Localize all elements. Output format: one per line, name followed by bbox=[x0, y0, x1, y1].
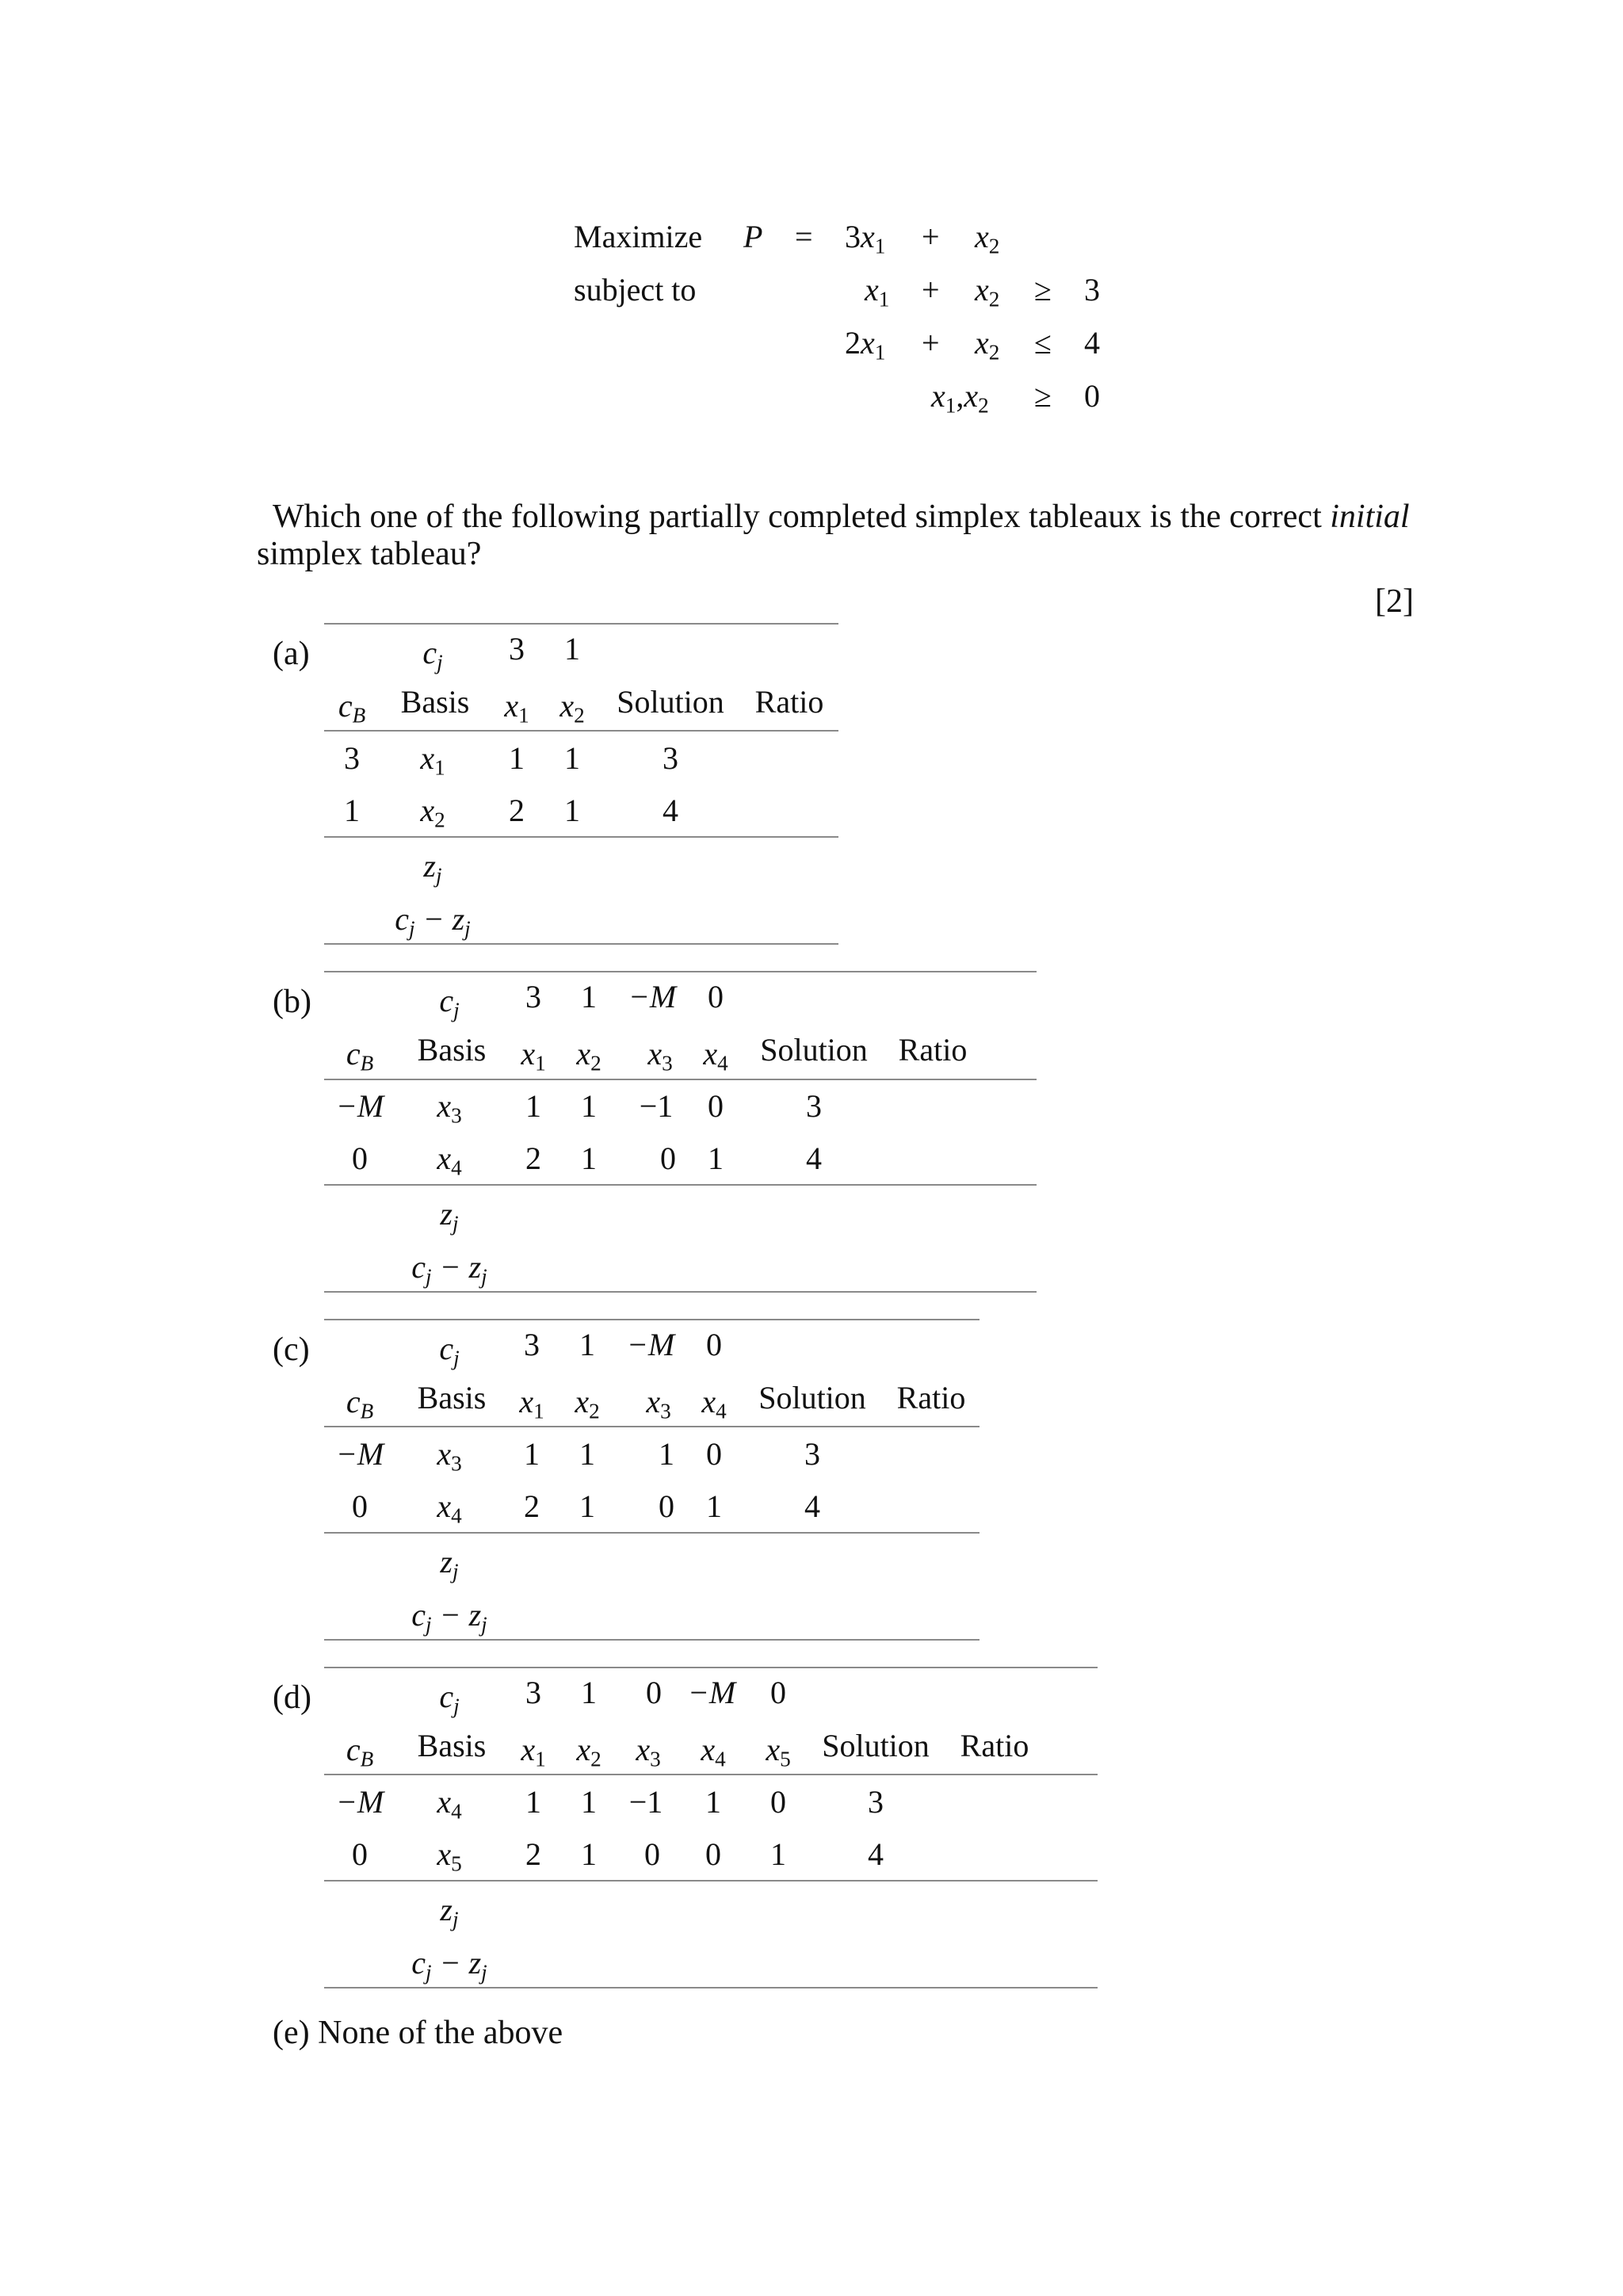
cj-value: 0 bbox=[770, 1675, 786, 1710]
var-header: $x_4$ bbox=[701, 1732, 726, 1771]
objective-term-2: $x_2$ bbox=[975, 219, 1000, 258]
cj-value: −M bbox=[626, 1327, 675, 1362]
var-header: $x_5$ bbox=[766, 1732, 791, 1771]
coef-cell: −1 bbox=[628, 1784, 663, 1820]
basis-var: $x_5$ bbox=[437, 1836, 462, 1876]
coef-cell: 0 bbox=[770, 1784, 786, 1820]
cj-value: 3 bbox=[525, 1675, 541, 1710]
constraint-2-term-1: $2x_1$ bbox=[845, 325, 886, 365]
var-header: $x_2$ bbox=[575, 1384, 600, 1423]
plus-sign: + bbox=[922, 325, 940, 361]
basis-var: $x_4$ bbox=[437, 1784, 462, 1824]
coef-cell: 1 bbox=[525, 1088, 541, 1124]
coef-cell: 1 bbox=[706, 1488, 722, 1524]
cj-value: 1 bbox=[581, 1675, 597, 1710]
cj-value: −M bbox=[628, 979, 677, 1014]
coef-cell: 1 bbox=[705, 1784, 721, 1820]
basis-header: Basis bbox=[417, 1032, 487, 1068]
solution-cell: 3 bbox=[663, 740, 678, 776]
objective-term-1: $3x_1$ bbox=[845, 219, 886, 258]
option-label-c: (c) bbox=[273, 1331, 310, 1368]
cj-value: 3 bbox=[525, 979, 541, 1014]
coef-cell: 1 bbox=[564, 740, 580, 776]
zj-label: $z_j$ bbox=[440, 1196, 459, 1236]
constraint-1-term-1: $x_1$ bbox=[865, 272, 890, 311]
coef-cell: 1 bbox=[579, 1436, 595, 1472]
coef-cell: 1 bbox=[770, 1836, 786, 1872]
option-label-a: (a) bbox=[273, 636, 310, 672]
coef-cell: 1 bbox=[708, 1140, 724, 1176]
solution-header: Solution bbox=[617, 684, 724, 720]
option-e: (e) None of the above bbox=[273, 2015, 563, 2051]
basis-var: $x_4$ bbox=[437, 1140, 462, 1180]
var-header: $x_2$ bbox=[576, 1036, 601, 1075]
marks-indicator: [2] bbox=[1375, 583, 1414, 620]
basis-header: Basis bbox=[417, 1728, 487, 1763]
coef-cell: 1 bbox=[581, 1784, 597, 1820]
plus-sign: + bbox=[922, 219, 940, 254]
coef-cell: −1 bbox=[639, 1088, 674, 1124]
cb-value: 1 bbox=[344, 793, 360, 828]
coef-cell: 0 bbox=[708, 1088, 724, 1124]
ratio-header: Ratio bbox=[960, 1728, 1029, 1763]
equals-sign: = bbox=[795, 219, 813, 254]
cj-value: −M bbox=[687, 1675, 736, 1710]
cb-value: 3 bbox=[344, 740, 360, 776]
cj-minus-zj-label: $c_j - z_j$ bbox=[395, 901, 471, 941]
var-header: $x_3$ bbox=[636, 1732, 661, 1771]
subject-to-label: subject to bbox=[574, 272, 697, 308]
cb-value: 0 bbox=[352, 1836, 368, 1872]
cj-minus-zj-label: $c_j - z_j$ bbox=[411, 1249, 487, 1289]
coef-cell: 0 bbox=[659, 1488, 674, 1524]
constraint-2-operator: ≤ bbox=[1034, 325, 1052, 361]
zj-label: $z_j$ bbox=[423, 848, 442, 888]
var-header: $x_4$ bbox=[703, 1036, 728, 1075]
coef-cell: 2 bbox=[524, 1488, 540, 1524]
cj-header: $c_j$ bbox=[439, 1679, 460, 1718]
var-header: $x_1$ bbox=[521, 1732, 546, 1771]
cj-value: 0 bbox=[706, 1327, 722, 1362]
constraint-2-rhs: 4 bbox=[1084, 325, 1100, 361]
cj-value: 1 bbox=[579, 1327, 595, 1362]
constraint-1-operator: ≥ bbox=[1034, 272, 1052, 308]
zj-label: $z_j$ bbox=[440, 1544, 459, 1584]
var-header: $x_3$ bbox=[646, 1384, 671, 1423]
cj-value: 0 bbox=[708, 979, 724, 1014]
coef-cell: 2 bbox=[525, 1140, 541, 1176]
nonnegativity-vars: $x_1,x_2$ bbox=[931, 378, 989, 418]
ratio-header: Ratio bbox=[898, 1032, 968, 1068]
coef-cell: 0 bbox=[705, 1836, 721, 1872]
cj-value: 0 bbox=[646, 1675, 662, 1710]
constraint-2-term-2: $x_2$ bbox=[975, 325, 1000, 365]
solution-cell: 4 bbox=[868, 1836, 884, 1872]
coef-cell: 1 bbox=[564, 793, 580, 828]
coef-cell: 1 bbox=[581, 1836, 597, 1872]
zj-label: $z_j$ bbox=[440, 1892, 459, 1931]
cj-header: $c_j$ bbox=[422, 635, 443, 674]
var-header: $x_3$ bbox=[647, 1036, 673, 1075]
question-line-1: Which one of the following partially completed simplex tableaux is the correct initial bbox=[273, 499, 1410, 535]
solution-cell: 4 bbox=[804, 1488, 820, 1524]
coef-cell: 0 bbox=[706, 1436, 722, 1472]
coef-cell: 0 bbox=[644, 1836, 660, 1872]
solution-cell: 3 bbox=[868, 1784, 884, 1820]
cj-value: 3 bbox=[509, 631, 525, 667]
nonnegativity-rhs: 0 bbox=[1084, 378, 1100, 414]
coef-cell: 2 bbox=[525, 1836, 541, 1872]
cb-value: 0 bbox=[352, 1140, 368, 1176]
ratio-header: Ratio bbox=[896, 1380, 966, 1415]
nonnegativity-operator: ≥ bbox=[1034, 378, 1052, 414]
coef-cell: 0 bbox=[660, 1140, 676, 1176]
coef-cell: 2 bbox=[509, 793, 525, 828]
option-label-b: (b) bbox=[273, 984, 311, 1020]
cb-value: −M bbox=[335, 1088, 384, 1124]
solution-header: Solution bbox=[758, 1380, 866, 1415]
cj-value: 1 bbox=[581, 979, 597, 1014]
question-line-2: simplex tableau? bbox=[257, 536, 482, 572]
basis-var: $x_2$ bbox=[420, 793, 445, 832]
var-header: $x_2$ bbox=[576, 1732, 601, 1771]
cj-value: 3 bbox=[524, 1327, 540, 1362]
coef-cell: 1 bbox=[509, 740, 525, 776]
basis-header: Basis bbox=[417, 1380, 487, 1415]
var-header: $x_1$ bbox=[504, 688, 529, 728]
var-header: $x_4$ bbox=[701, 1384, 727, 1423]
coef-cell: 1 bbox=[659, 1436, 674, 1472]
ratio-header: Ratio bbox=[754, 684, 824, 720]
cj-minus-zj-label: $c_j - z_j$ bbox=[411, 1945, 487, 1985]
objective-var: P bbox=[743, 219, 763, 254]
cj-value: 1 bbox=[564, 631, 580, 667]
solution-cell: 4 bbox=[663, 793, 678, 828]
solution-cell: 3 bbox=[804, 1436, 820, 1472]
cb-header: $c_B$ bbox=[346, 1384, 374, 1423]
cb-header: $c_B$ bbox=[346, 1732, 374, 1771]
coef-cell: 1 bbox=[581, 1140, 597, 1176]
coef-cell: 1 bbox=[579, 1488, 595, 1524]
solution-cell: 3 bbox=[806, 1088, 822, 1124]
plus-sign: + bbox=[922, 272, 940, 308]
cb-value: −M bbox=[335, 1784, 384, 1820]
cb-header: $c_B$ bbox=[346, 1036, 374, 1075]
maximize-label: Maximize bbox=[574, 219, 703, 254]
basis-header: Basis bbox=[400, 684, 470, 720]
cj-minus-zj-label: $c_j - z_j$ bbox=[411, 1597, 487, 1637]
option-label-d: (d) bbox=[273, 1679, 311, 1716]
constraint-1-term-2: $x_2$ bbox=[975, 272, 1000, 311]
var-header: $x_1$ bbox=[519, 1384, 544, 1423]
solution-header: Solution bbox=[760, 1032, 868, 1068]
var-header: $x_2$ bbox=[559, 688, 585, 728]
cb-header: $c_B$ bbox=[338, 688, 366, 728]
solution-cell: 4 bbox=[806, 1140, 822, 1176]
coef-cell: 1 bbox=[525, 1784, 541, 1820]
cb-value: 0 bbox=[352, 1488, 368, 1524]
solution-header: Solution bbox=[822, 1728, 930, 1763]
basis-var: $x_3$ bbox=[437, 1088, 462, 1128]
basis-var: $x_3$ bbox=[437, 1436, 462, 1476]
cj-header: $c_j$ bbox=[439, 983, 460, 1022]
cb-value: −M bbox=[335, 1436, 384, 1472]
var-header: $x_1$ bbox=[521, 1036, 546, 1075]
basis-var: $x_4$ bbox=[437, 1488, 462, 1528]
coef-cell: 1 bbox=[524, 1436, 540, 1472]
cj-header: $c_j$ bbox=[439, 1331, 460, 1370]
constraint-1-rhs: 3 bbox=[1084, 272, 1100, 308]
basis-var: $x_1$ bbox=[420, 740, 445, 780]
coef-cell: 1 bbox=[581, 1088, 597, 1124]
